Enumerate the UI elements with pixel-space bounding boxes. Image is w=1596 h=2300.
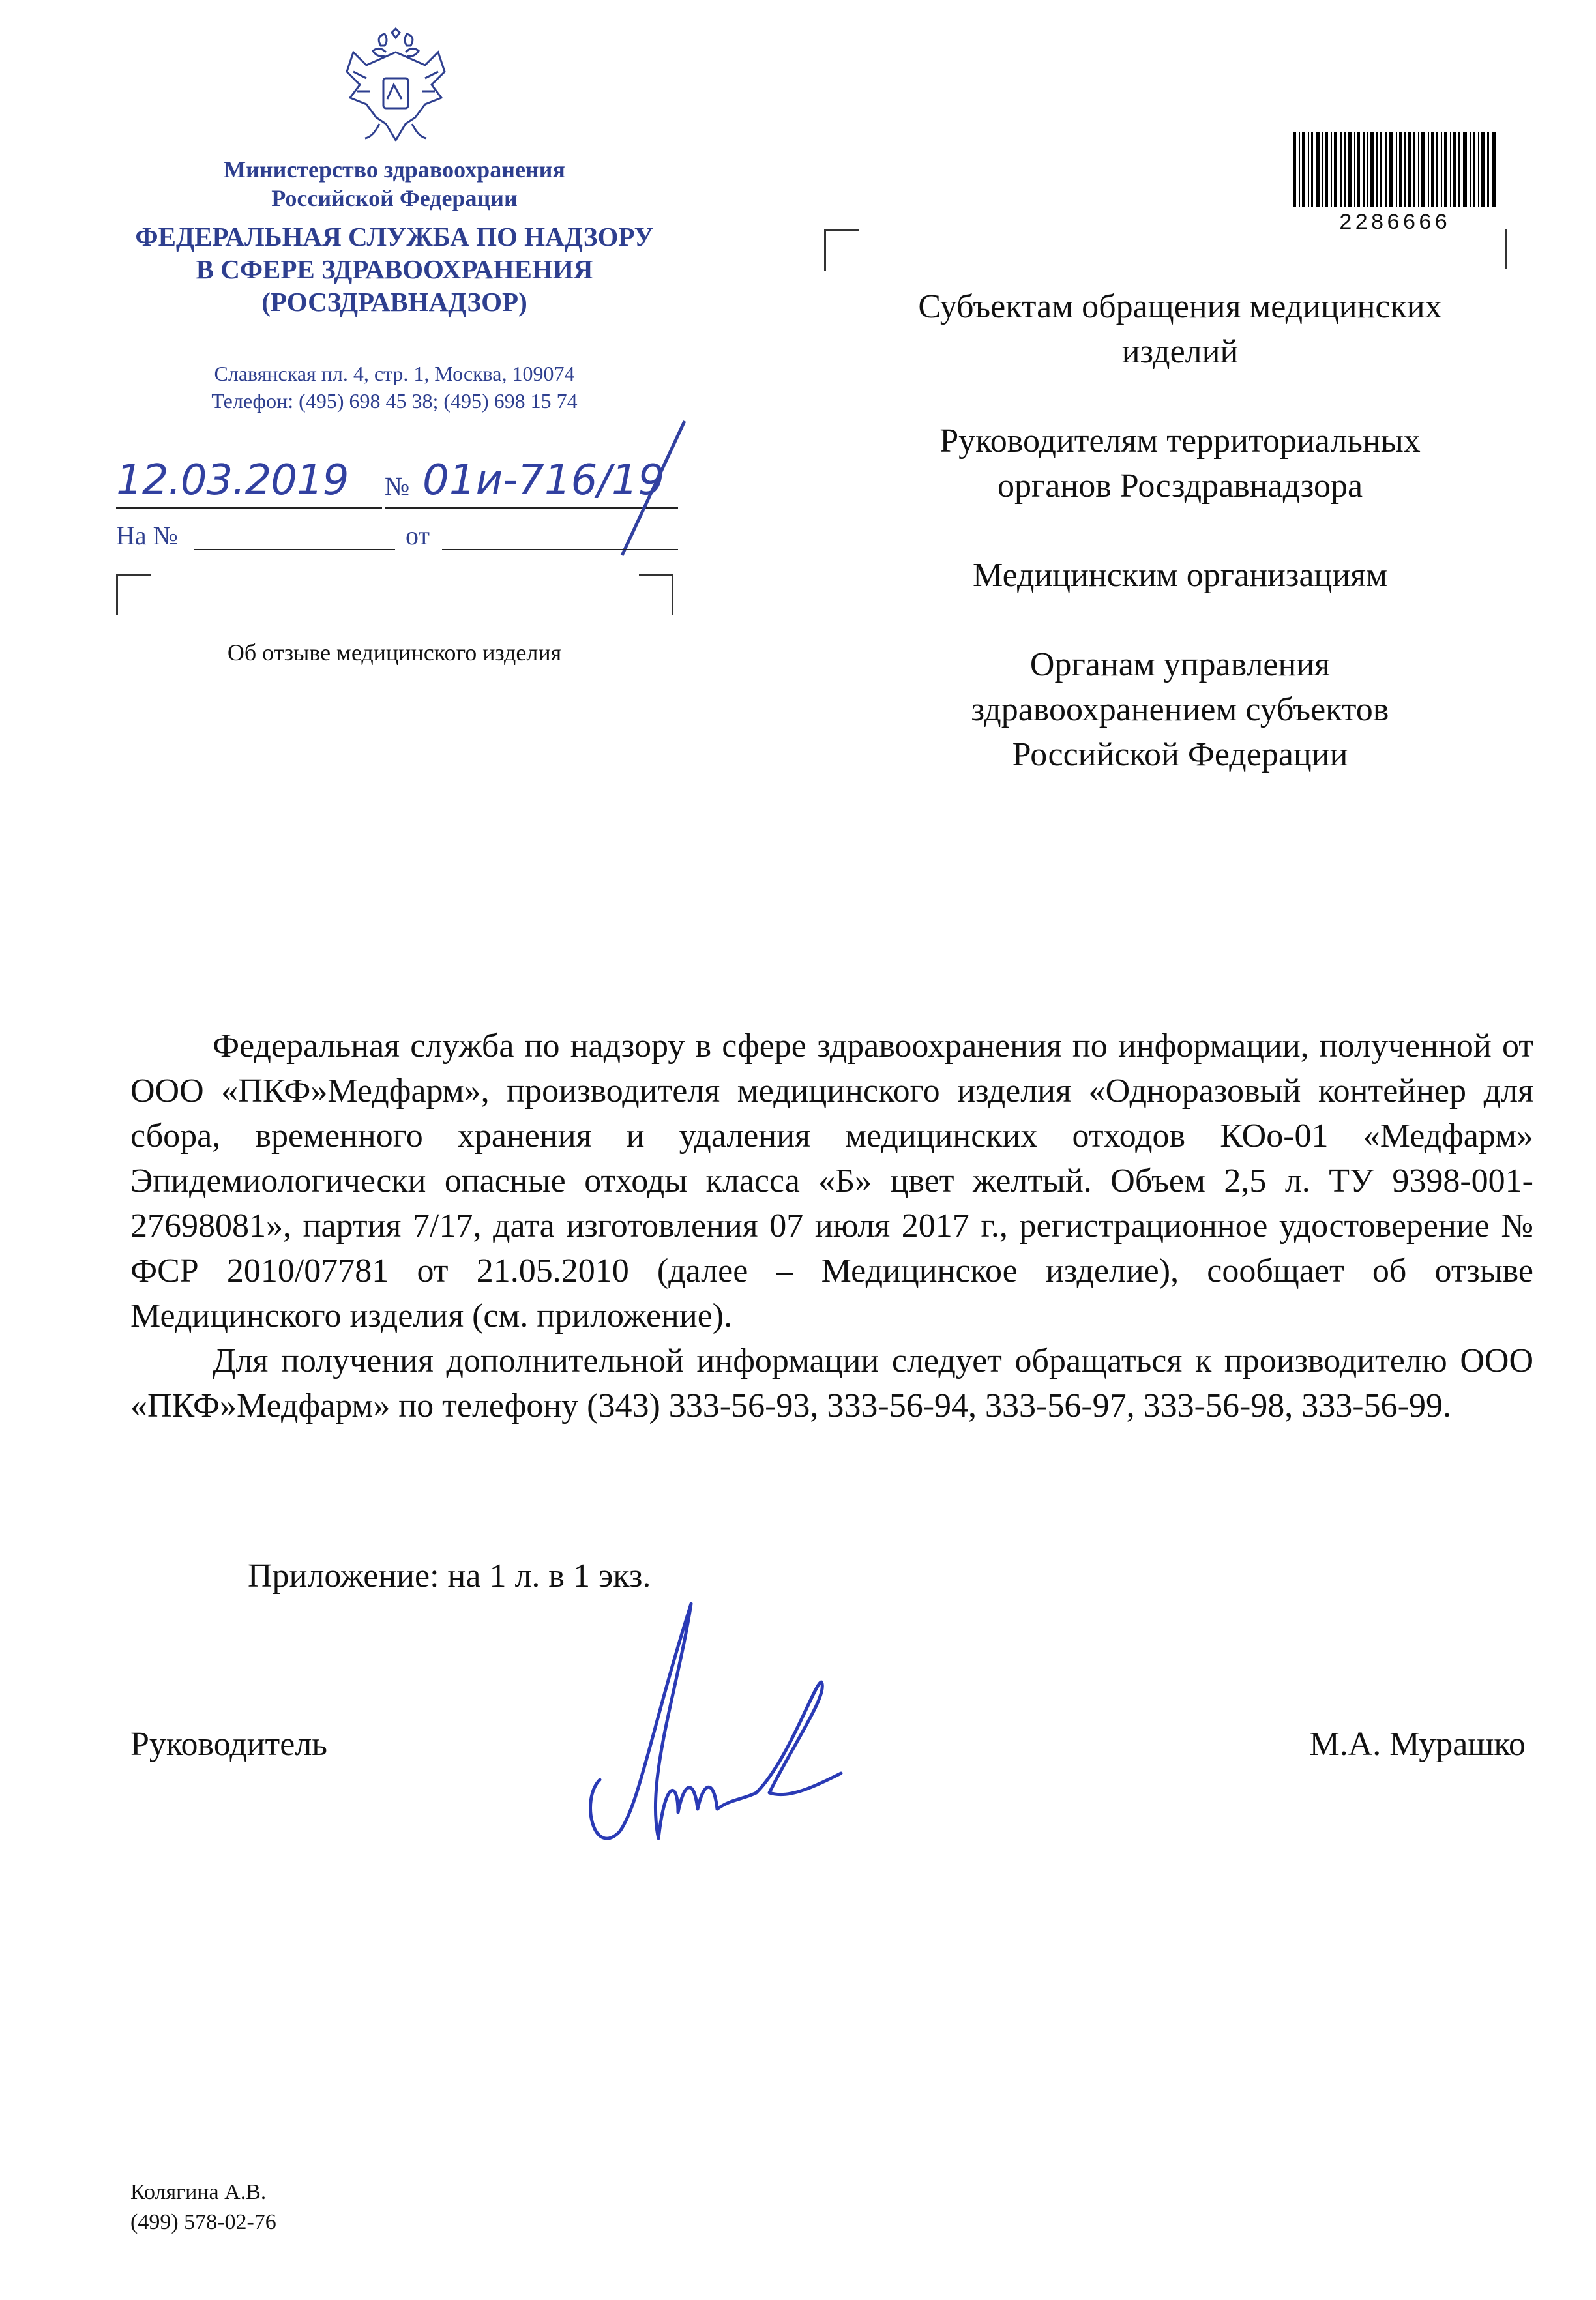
letter-body	[130, 1024, 1533, 1428]
service-name	[98, 220, 691, 318]
addressee-item: Руководителям территориальных органов Росздравнадзора	[939, 422, 1421, 505]
service-line-3: (РОСЗДРАВНАДЗОР)	[261, 287, 527, 317]
addressee-item: Субъектам обращения медицинских изделий	[918, 288, 1442, 370]
bracket-addressee-left	[824, 229, 859, 271]
letterhead-address	[130, 360, 658, 415]
signatory-name: М.А. Мурашко	[1309, 1726, 1526, 1763]
from-underline	[442, 549, 678, 550]
attachment-note: Приложение: на 1 л. в 1 экз.	[248, 1557, 651, 1595]
from-label: от	[406, 521, 430, 550]
body-paragraph-2: Для получения дополнительной информации следует обращаться к производителю ООО «ПКФ»Медфарм» по телефону (343) 333-56-93, 333-56-94, 333-56-97, 333-56-98, 333-56-99.	[130, 1342, 1533, 1424]
signatory-title: Руководитель	[130, 1726, 327, 1763]
addressees-block	[900, 284, 1460, 821]
ministry-line-2: Российской Федерации	[271, 185, 518, 211]
handwritten-slash	[613, 417, 691, 561]
executor-block	[130, 2177, 276, 2237]
date-underline	[116, 507, 382, 509]
service-line-2: В СФЕРЕ ЗДРАВООХРАНЕНИЯ	[196, 254, 593, 284]
phone-line: Телефон: (495) 698 45 38; (495) 698 15 74	[211, 389, 578, 413]
handwritten-signature	[580, 1584, 887, 1871]
service-line-1: ФЕДЕРАЛЬНАЯ СЛУЖБА ПО НАДЗОРУ	[135, 222, 654, 252]
bracket-right	[639, 574, 673, 615]
subject-line: Об отзыве медицинского изделия	[227, 640, 562, 666]
number-label: №	[385, 471, 410, 501]
reply-to-underline	[194, 549, 395, 550]
addressee-item: Органам управления здравоохранением субъектов Российской Федерации	[971, 646, 1389, 773]
address-line: Славянская пл. 4, стр. 1, Москва, 109074	[214, 362, 575, 385]
addressee-item: Медицинским организациям	[973, 557, 1387, 594]
body-paragraph-1: Федеральная служба по надзору в сфере здравоохранения по информации, полученной от ООО «ПКФ»Медфарм», производителя медицинского изделия «Одноразовый контейнер для сбора, временного хранения и удаления медицинских отходов КОо-01 «Медфарм» Эпидемиологически опасные отходы класса «Б» цвет желтый. Объем 2,5 л. ТУ 9398-001-27698081», партия 7/17, дата изготовления 07 июля 2017 г., регистрационное удостоверение № ФСР 2010/07781 от 21.05.2010 (далее – Медицинское изделие), сообщает об отзыве Медицинского изделия (см. приложение).	[130, 1027, 1533, 1334]
registration-number: 01и-716/19	[422, 456, 665, 505]
coat-of-arms-emblem	[340, 26, 451, 150]
registration-date: 12.03.2019	[116, 456, 349, 505]
bracket-left	[116, 574, 151, 615]
barcode-number: 2286666	[1338, 211, 1451, 236]
executor-name: Колягина А.В.	[130, 2180, 267, 2204]
reply-to-label: На №	[116, 521, 178, 550]
ministry-name	[130, 155, 658, 213]
executor-phone: (499) 578-02-76	[130, 2210, 276, 2234]
barcode-image	[1293, 132, 1496, 207]
ministry-line-1: Министерство здравоохранения	[224, 156, 565, 183]
bracket-addressee-right	[1505, 229, 1507, 269]
